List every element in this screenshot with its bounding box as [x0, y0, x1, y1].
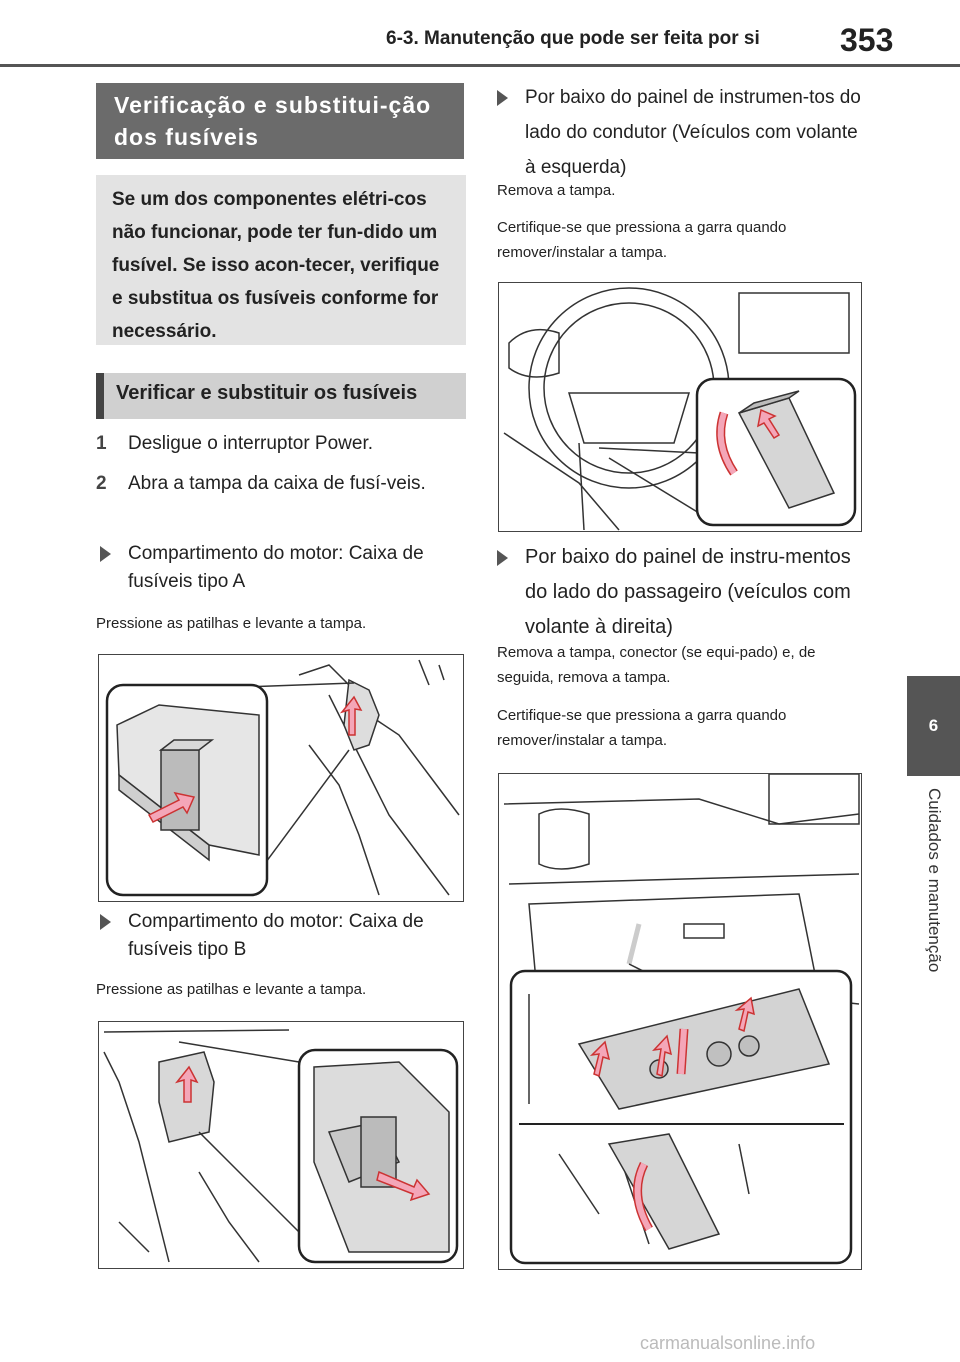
- bullet-triangle-icon: [497, 550, 508, 566]
- step-number: 2: [96, 473, 107, 494]
- chapter-label: [910, 788, 958, 1038]
- driver-panel-illustration: [499, 283, 861, 531]
- step-text: Desligue o interruptor Power.: [128, 433, 374, 454]
- chapter-tab: 6: [907, 676, 960, 776]
- driver-side-panel-figure: [498, 282, 862, 532]
- bullet-text: Por baixo do painel de instru-mentos do lado do passageiro (veículos com volante à direita): [525, 546, 851, 638]
- step-number: 1: [96, 433, 107, 454]
- note-type-a: Pressione as patilhas e levante a tampa.: [96, 615, 367, 632]
- fuse-box-b-illustration: [99, 1022, 463, 1268]
- note-driver-1: Remova a tampa.: [497, 182, 616, 199]
- footer-watermark: carmanualsonline.info: [640, 1333, 816, 1353]
- passenger-side-panel-figure: [498, 773, 862, 1270]
- chapter-label-text: Cuidados e manutenção: [925, 788, 944, 973]
- section-title: Verificação e substitui-ção dos fusíveis: [96, 83, 464, 159]
- step-2: [96, 470, 466, 498]
- bullet-text: Por baixo do painel de instrumen-tos do lado do condutor (Veículos com volante à esquerda): [525, 87, 861, 178]
- bullet-passenger-side: [497, 540, 867, 645]
- bullet-triangle-icon: [100, 914, 111, 930]
- bullet-triangle-icon: [100, 546, 111, 562]
- note-type-b: Pressione as patilhas e levante a tampa.: [96, 981, 367, 998]
- page-number: 353: [840, 22, 894, 58]
- section-header: 6-3. Manutenção que pode ser feita por si: [386, 28, 760, 49]
- bullet-triangle-icon: [497, 90, 508, 106]
- header-rule: [0, 64, 960, 67]
- note-passenger-1: Remova a tampa, conector (se equi-pado) e, de seguida, remova a tampa.: [497, 644, 816, 686]
- note-driver-2: Certifique-se que pressiona a garra quando remover/instalar a tampa.: [497, 219, 787, 261]
- fuse-box-type-b-figure: [98, 1021, 464, 1269]
- bullet-type-a: [100, 540, 460, 596]
- bullet-type-b: [100, 908, 460, 964]
- bullet-driver-side: [497, 80, 867, 185]
- fuse-box-type-a-figure: [98, 654, 464, 902]
- bullet-text: Compartimento do motor: Caixa de fusíveis tipo B: [128, 911, 424, 960]
- bullet-text: Compartimento do motor: Caixa de fusíveis tipo A: [128, 543, 424, 592]
- passenger-panel-illustration: [499, 774, 861, 1269]
- intro-box: Se um dos componentes elétri-cos não funcionar, pode ter fun-dido um fusível. Se isso acon-tecer, verifique e substitua os fusíveis conforme for necessário.: [96, 175, 466, 345]
- note-passenger-2: Certifique-se que pressiona a garra quando remover/instalar a tampa.: [497, 707, 787, 749]
- step-1: [96, 430, 466, 458]
- subheading: Verificar e substituir os fusíveis: [96, 373, 466, 419]
- step-text: Abra a tampa da caixa de fusí-veis.: [128, 473, 426, 494]
- fuse-box-a-illustration: [99, 655, 463, 901]
